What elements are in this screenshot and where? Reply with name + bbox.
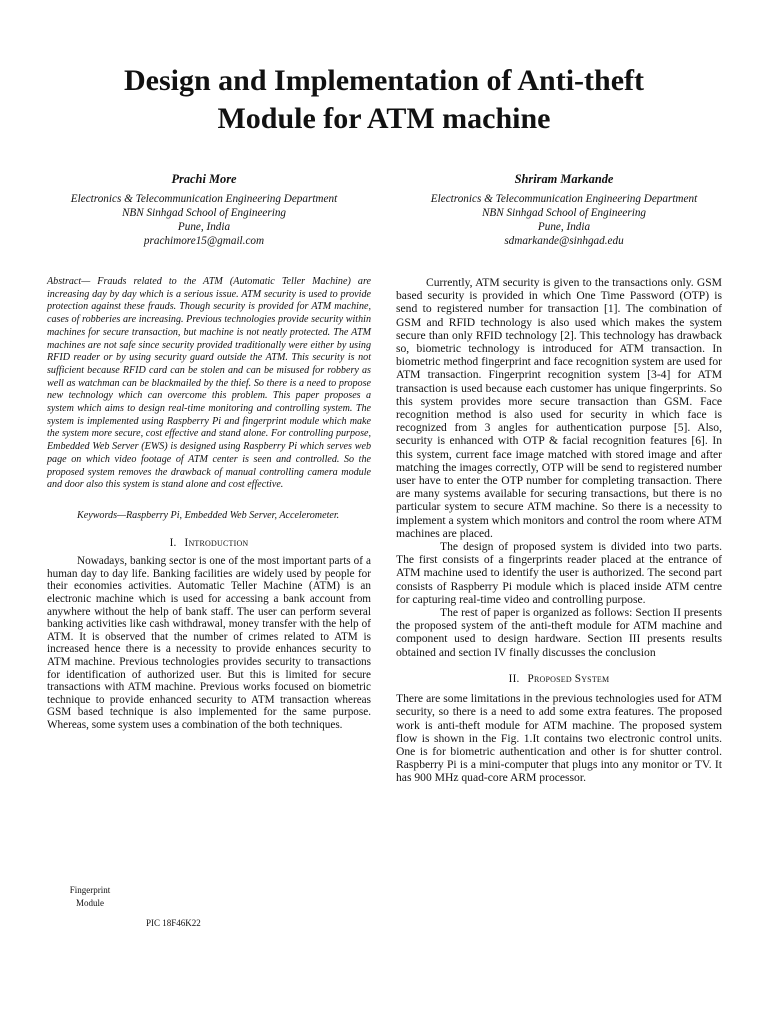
figure-label-line-2: Module	[76, 898, 104, 908]
author-city: Pune, India	[177, 221, 231, 233]
intro-paragraph-3: The design of proposed system is divided into two parts. The first consists of a fingerprints reader placed at the entrance of ATM machine used to identify the user is authorized. The second part consists of Raspberry Pi module which is placed inside ATM centre for capturing real-time video and controlling purpose.	[396, 540, 722, 606]
abstract	[47, 276, 371, 492]
figure-label-line-1: Fingerprint	[69, 885, 111, 895]
author-block-1	[34, 172, 374, 248]
keywords	[47, 510, 371, 523]
abstract-text: Frauds related to the ATM (Automatic Teller Machine) are increasing day by day which is a serious issue. ATM security is used to provide protection against these frauds. Though security is provided for ATM machine, cases of robberies are increasing. Previous technologies provide security within machines for secure transaction, but machine is not neatly protected. The ATM machines are not safe since security provided traditionally were either by using RFID reader or by using security guard outside the ATM. This security is not sufficient because RFID card can be stolen and can be misused for robbery as well as watchman can be blackmailed by the thief. So there is a need to propose new technology which can overcome this problem. This paper proposes a system which aims to design real-time monitoring and controlling system. The system is implemented using Raspberry Pi and fingerprint module which make the system more secure, cost effective and stand alone. For controlling purpose, Embedded Web Server (EWS) is designed using Raspberry Pi which serves web page on which video footage of ATM center is seen and controlled. So the proposed system removes the drawback of manual controlling camera module and door also this system is stand alone and cost effective.	[47, 276, 371, 491]
section-heading-introduction	[47, 537, 371, 550]
intro-paragraph-1: Nowadays, banking sector is one of the most important parts of a human day to day life. Banking facilities are widely used by people for their economies activities. Automatic Teller Machine (ATM) is an electronic machine which is used for accessing a bank account from anywhere without the help of bank staff. The user can perform several banking activities like cash withdrawal, money transfer with the help of ATM. It is observed that the number of crimes related to ATM is increased hence there is a necessity to provide enhances security to ATM machine. Previous technologies provides security to transactions for identification of authorized user. But this is limited for secure transactions with ATM machine. Previous works focused on biometric technique to provide enhanced security to ATM transaction whereas GSM based technique is also implemented for the same purpose. Whereas, some system uses a combination of the both techniques.	[47, 555, 371, 731]
section-title: Proposed System	[527, 672, 610, 685]
author-city: Pune, India	[537, 221, 591, 233]
paper-title	[40, 62, 728, 138]
author-department: Electronics & Telecommunication Engineering Department	[430, 193, 698, 205]
left-column	[47, 276, 371, 732]
title-line-1: Design and Implementation of Anti-theft	[123, 64, 644, 97]
author-school: NBN Sinhgad School of Engineering	[121, 207, 287, 219]
figure-label-fingerprint-module	[60, 884, 120, 910]
section-heading-proposed-system	[396, 673, 722, 686]
author-department: Electronics & Telecommunication Engineering Department	[70, 193, 338, 205]
author-email: prachimore15@gmail.com	[143, 235, 265, 247]
author-name: Shriram Markande	[514, 172, 614, 186]
author-email: sdmarkande@sinhgad.edu	[504, 235, 624, 247]
section-title: Introduction	[184, 536, 249, 549]
intro-paragraph-4: The rest of paper is organized as follows: Section II presents the proposed system of the anti-theft module for ATM machine and component used to design hardware. Section III presents results obtained and section IV finally discusses the conclusion	[396, 606, 722, 659]
section-number: II.	[508, 672, 520, 685]
section-number: I.	[169, 536, 177, 549]
author-block-2	[394, 172, 734, 248]
right-column	[396, 276, 722, 785]
figure-label-pic: PIC 18F46K22	[146, 918, 201, 928]
keywords-label: Keywords—	[77, 509, 126, 521]
proposed-paragraph-1: There are some limitations in the previous technologies used for ATM security, so there is a need to add some extra features. The proposed work is anti-theft module for ATM machine. The proposed system flow is shown in the Fig. 1.It contains two electronic control units. One is for biometric authentication and other is for shutter control. Raspberry Pi is a mini-computer that plugs into any monitor or TV. It has 900 MHz quad-core ARM processor.	[396, 692, 722, 785]
intro-paragraph-2: Currently, ATM security is given to the transactions only. GSM based security is provided in which One Time Password (OTP) is send to registered number for transaction [1]. The combination of GSM and RFID technology is also used which makes the system secure than only RFID technology [2]. This technology has drawback so, biometric technology is introduced for ATM transaction. In biometric method fingerprint and face recognition system are used for ATM transaction. Fingerprint recognition system [3-4] for ATM transaction is used because each customer has unique fingerprints. So this system provides more secure transaction than GSM. Face recognition method is also used for security in which face is recognized from 3 angles for authentication purpose [5]. Also, security is enhanced with OTP & facial recognition features [6]. In this system, current face image matched with stored image and after matching the images correctly, OTP will be send to registered number user have to enter the OTP number for completing transaction. There are many systems available for securing transactions, but there is no particular system to secure ATM machine. So there is a necessity to implement a system which monitors and control the room where ATM machines are placed.	[396, 276, 722, 540]
author-school: NBN Sinhgad School of Engineering	[481, 207, 647, 219]
author-name: Prachi More	[171, 172, 237, 186]
abstract-label: Abstract—	[47, 276, 91, 287]
title-line-2: Module for ATM machine	[217, 102, 551, 135]
keywords-text: Raspberry Pi, Embedded Web Server, Accelerometer.	[125, 509, 340, 521]
